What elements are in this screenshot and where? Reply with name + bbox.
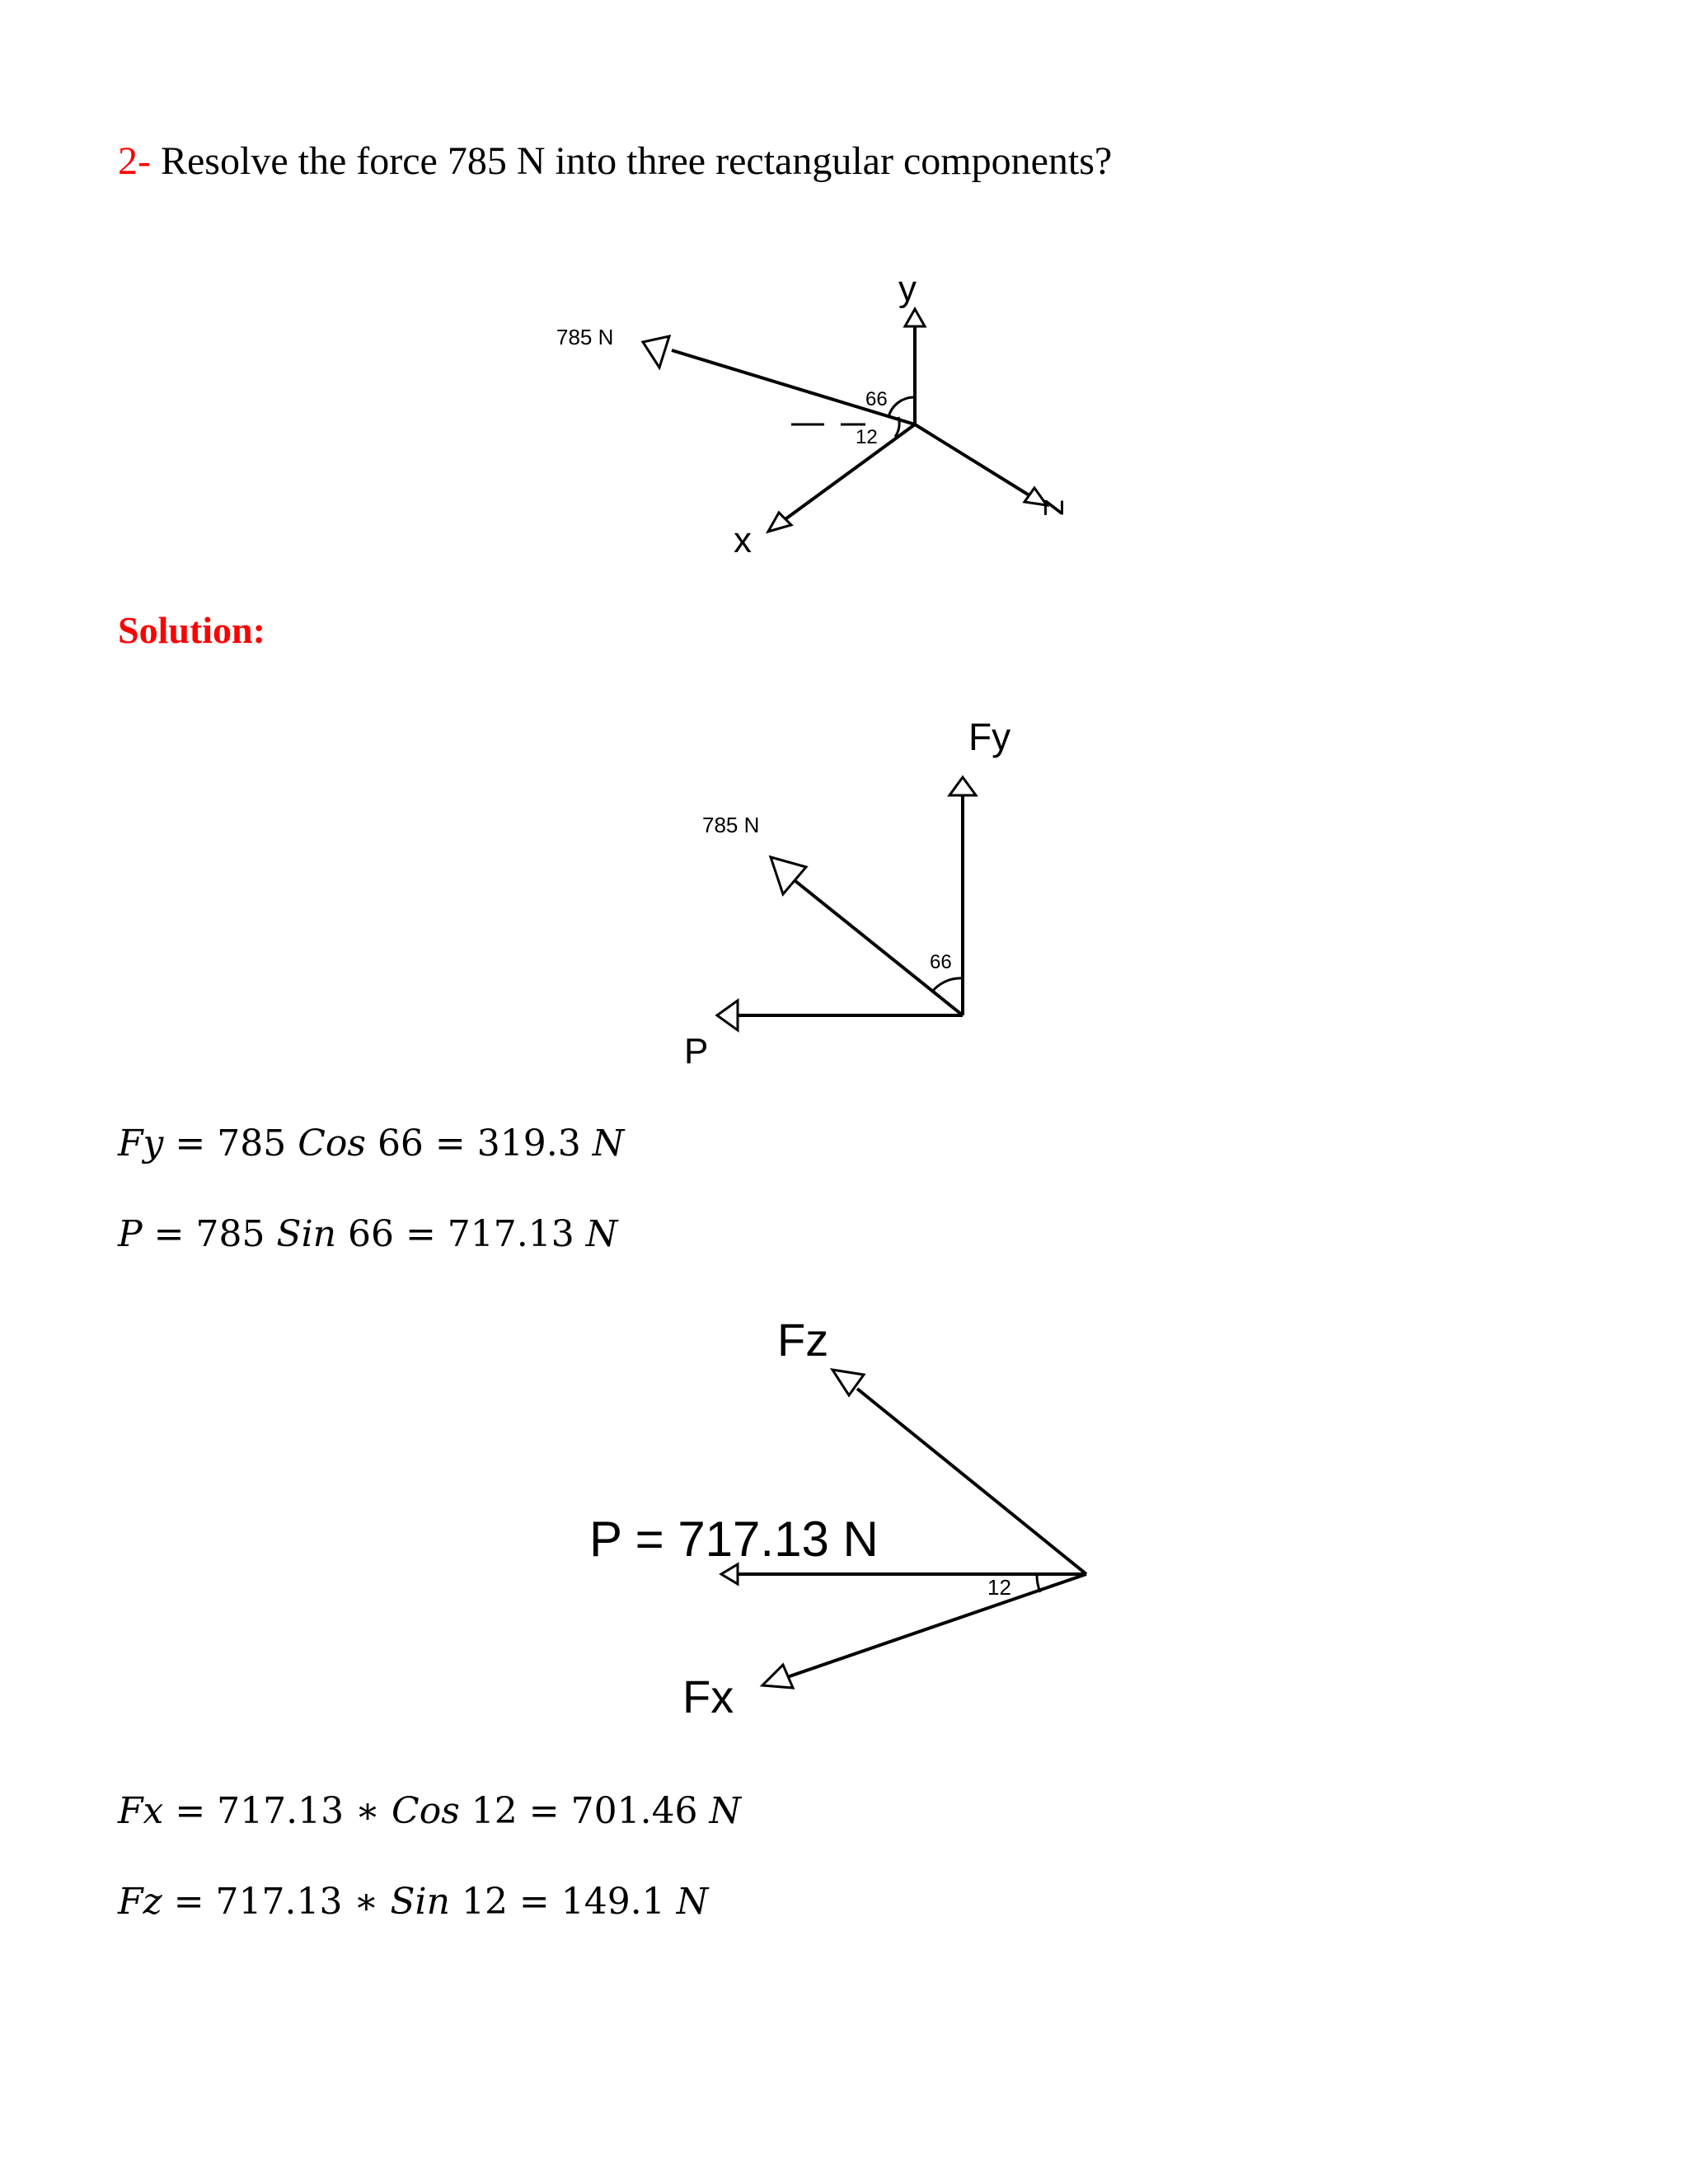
problem-number: 2- xyxy=(118,139,151,183)
angle-66-label-1: 66 xyxy=(865,388,888,410)
angle-12-label-1: 12 xyxy=(856,426,878,448)
equation-fz: Fz = 717.13 ∗ Sin 12 = 149.1 N xyxy=(118,1881,709,1923)
p-label: P xyxy=(684,1031,709,1071)
equation-fx: Fx = 717.13 ∗ Cos 12 = 701.46 N xyxy=(118,1790,742,1832)
problem-text: Resolve the force 785 N into three rectangular components? xyxy=(160,139,1113,183)
p-value-label: P = 717.13 N xyxy=(589,1511,879,1567)
equation-p: P = 785 Sin 66 = 717.13 N xyxy=(118,1213,618,1255)
axis-y-label: y xyxy=(898,269,917,309)
fz-label: Fz xyxy=(777,1314,829,1366)
axis-x-label: x xyxy=(734,520,752,560)
axis-z-label: z xyxy=(1036,499,1076,517)
force-label-1: 785 N xyxy=(556,325,614,349)
angle-12-label-3: 12 xyxy=(987,1575,1011,1600)
fy-label: Fy xyxy=(968,715,1011,758)
equation-fy: Fy = 785 Cos 66 = 319.3 N xyxy=(118,1122,625,1165)
fx-label: Fx xyxy=(682,1671,734,1722)
angle-66-label-2: 66 xyxy=(930,951,952,973)
force-label-2: 785 N xyxy=(702,813,760,837)
solution-label: Solution: xyxy=(118,609,265,651)
